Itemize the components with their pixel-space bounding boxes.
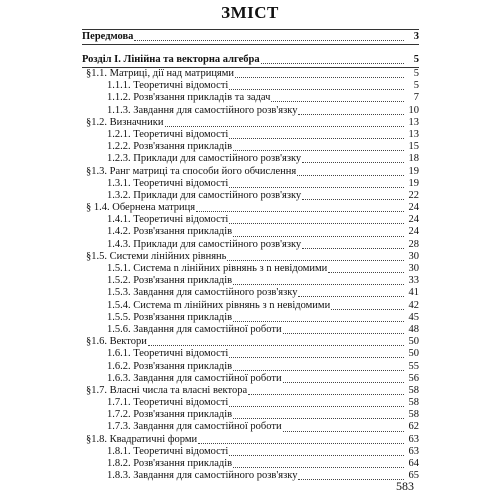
toc-entry-page: 5 [413,54,419,65]
toc-leader-dots [283,422,404,432]
toc-entry [82,434,419,446]
toc-leader-dots [229,214,404,224]
toc-entry [82,105,419,117]
toc-entry-page: 19 [408,165,419,177]
toc-leader-dots [229,446,404,456]
toc-entry-page: 58 [408,397,419,409]
toc-entry-page: 55 [408,360,419,372]
toc-leader-dots [233,312,404,322]
toc-entry [82,239,419,251]
toc-entry-label: 1.8.3. Завдання для самостійного розв'язку [107,470,298,482]
toc-entry-label: §1.8. Квадратичні форми [86,433,198,445]
toc-entry [82,190,419,202]
toc-entry [82,300,419,312]
toc-entry-label: 1.8.2. Розв'язання прикладів [107,458,233,469]
toc-entry-label: 1.3.1. Теоретичні відомості [107,177,229,189]
toc-leader-dots [331,300,404,310]
toc-entry [82,251,419,263]
toc-entry [82,421,419,433]
toc-entry [82,117,419,129]
toc-entry-page: 24 [408,214,419,226]
toc-entry [82,166,419,178]
toc-entry [82,409,419,421]
toc-entry-page: 30 [408,250,419,262]
toc-entry-label: 1.5.2. Розв'язання прикладів [107,275,233,287]
toc-leader-dots [297,166,404,176]
toc-entry-label: 1.5.3. Завдання для самостійного розв'язку [107,287,298,299]
toc-entry-label: 1.3.2. Приклади для самостійного розв'язку [107,189,302,201]
toc-entry-page: 48 [408,323,419,335]
toc-leader-dots [302,190,404,200]
toc-entry-label: §1.3. Ранг матриці та способи його обчислення [86,165,297,177]
toc-leader-dots [283,324,404,334]
toc-entry-page: 24 [408,202,419,214]
toc-entry [82,385,419,397]
toc-entry-page: 5 [413,80,419,92]
toc-entry-label: 1.1.2. Розв'язання прикладів та задач [107,92,271,104]
toc-entry-page: 64 [408,458,419,469]
toc-leader-dots [134,31,404,41]
toc-leader-dots [248,385,404,395]
toc-entry-page: 15 [408,141,419,153]
toc-leader-dots [328,263,404,273]
toc-leader-dots [233,409,404,419]
toc-leader-dots [283,373,404,383]
toc-entry [82,263,419,275]
toc-entry-label: Розділ I. Лінійна та векторна алгебра [82,54,260,65]
toc-leader-dots [235,68,404,78]
toc-entry-page: 41 [408,287,419,299]
toc-entry-page: 58 [408,409,419,421]
toc-entry [82,153,419,165]
toc-leader-dots [229,129,404,139]
toc-entry-label: 1.7.2. Розв'язання прикладів [107,409,233,421]
toc-entry-page: 22 [408,189,419,201]
toc-entry-label: 1.8.1. Теоретичні відомості [107,445,229,457]
toc-leader-dots [196,202,404,212]
toc-entry-label: 1.4.2. Розв'язання прикладів [107,226,233,238]
toc-entry-page: 58 [408,384,419,396]
toc-entry [82,458,419,470]
toc-entry-label: §1.2. Визначники [86,116,164,128]
toc-entry-label: 1.5.4. Система m лінійних рівнянь з n невідомими [107,299,331,311]
toc-entry-label: 1.6.3. Завдання для самостійної роботи [107,372,282,384]
toc-entry-label: §1.1. Матриці, дії над матрицями [86,68,235,79]
toc-entry [82,287,419,299]
toc-entry-page: 3 [413,31,419,42]
toc-entry-label: §1.7. Власні числа та власні вектора [86,384,248,396]
page-title: ЗМІСТ [221,3,279,22]
toc-entry-label: 1.7.3. Завдання для самостійної роботи [107,421,282,433]
toc-entry-label: 1.1.1. Теоретичні відомості [107,80,229,92]
toc-entry-page: 50 [408,348,419,360]
toc-entry-label: Передмова [82,31,134,42]
toc-entry-page: 45 [408,311,419,323]
toc-entry-label: 1.4.3. Приклади для самостійного розв'язку [107,238,302,250]
toc-entry [82,214,419,226]
toc-entry [82,312,419,324]
toc-entry [82,202,419,214]
toc-entry-page: 13 [408,116,419,128]
toc-entry-page: 50 [408,336,419,348]
toc-entry [82,361,419,373]
toc-entry-page: 24 [408,226,419,238]
toc-entry-page: 28 [408,238,419,250]
toc-entry-label: 1.5.5. Розв'язання прикладів [107,311,233,323]
toc-entry-page: 56 [408,372,419,384]
toc-entry [82,226,419,238]
toc-entry [82,348,419,360]
toc-leader-dots [165,117,405,127]
toc-entry [82,92,419,104]
toc-leader-dots [148,336,404,346]
toc-entry [82,324,419,336]
toc-entry-label: 1.2.1. Теоретичні відомості [107,128,229,140]
toc-entry-page: 65 [408,470,419,482]
toc-entry [82,53,419,68]
toc-leader-dots [261,54,404,64]
toc-entry-page: 18 [408,153,419,165]
toc-leader-dots [229,80,404,90]
toc-leader-dots [233,141,404,151]
toc-entry-label: 1.1.3. Завдання для самостійного розв'язку [107,104,298,116]
toc-entry-label: § 1.4. Обернена матриця [86,202,196,214]
toc-entry-page: 13 [408,128,419,140]
toc-entry-label: 1.2.2. Розв'язання прикладів [107,141,233,153]
toc-leader-dots [233,227,404,237]
toc-leader-dots [229,178,404,188]
toc-entry-label: 1.5.1. Система n лінійних рівнянь з n невідомими [107,263,328,274]
toc-entry [82,336,419,348]
toc-entry [82,29,419,45]
toc-entry-page: 7 [413,92,419,104]
toc-entry [82,141,419,153]
toc-leader-dots [229,397,404,407]
toc-entry-label: 1.2.3. Приклади для самостійного розв'язку [107,153,302,165]
toc-leader-dots [298,105,404,115]
toc-leader-dots [233,361,404,371]
toc-entry [82,275,419,287]
toc-entry-label: §1.5. Системи лінійних рівнянь [86,250,227,262]
toc-leader-dots [302,153,404,163]
toc-entry-page: 62 [408,421,419,433]
toc-entry-label: 1.6.1. Теоретичні відомості [107,348,229,360]
toc-leader-dots [229,348,404,358]
toc-entry [82,446,419,458]
toc-entry [82,68,419,80]
toc-entry-label: 1.7.1. Теоретичні відомості [107,397,229,409]
toc-leader-dots [227,251,404,261]
toc-entry-page: 30 [408,263,419,274]
toc-leader-dots [302,239,404,249]
toc-entry-page: 19 [408,177,419,189]
toc-leader-dots [198,434,404,444]
toc-entry [82,129,419,141]
toc-leader-dots [298,287,404,297]
toc-entry-page: 63 [408,445,419,457]
toc-entry-page: 63 [408,433,419,445]
toc-entry-page: 42 [408,299,419,311]
toc-entry-label: 1.5.6. Завдання для самостійної роботи [107,323,282,335]
toc-entry-page: 5 [413,68,419,79]
table-of-contents [82,23,419,482]
toc-entry-page: 33 [408,275,419,287]
toc-entry [82,80,419,92]
toc-entry-label: 1.6.2. Розв'язання прикладів [107,360,233,372]
toc-entry-page: 10 [408,104,419,116]
toc-entry [82,373,419,385]
toc-leader-dots [233,458,404,468]
toc-entry [82,178,419,190]
toc-entry [82,397,419,409]
page-number: 583 [396,479,414,493]
toc-entry-label: 1.4.1. Теоретичні відомості [107,214,229,226]
toc-leader-dots [298,470,404,480]
toc-entry-label: §1.6. Вектори [86,336,147,348]
toc-leader-dots [233,275,404,285]
toc-leader-dots [271,92,404,102]
toc-entry [82,470,419,482]
